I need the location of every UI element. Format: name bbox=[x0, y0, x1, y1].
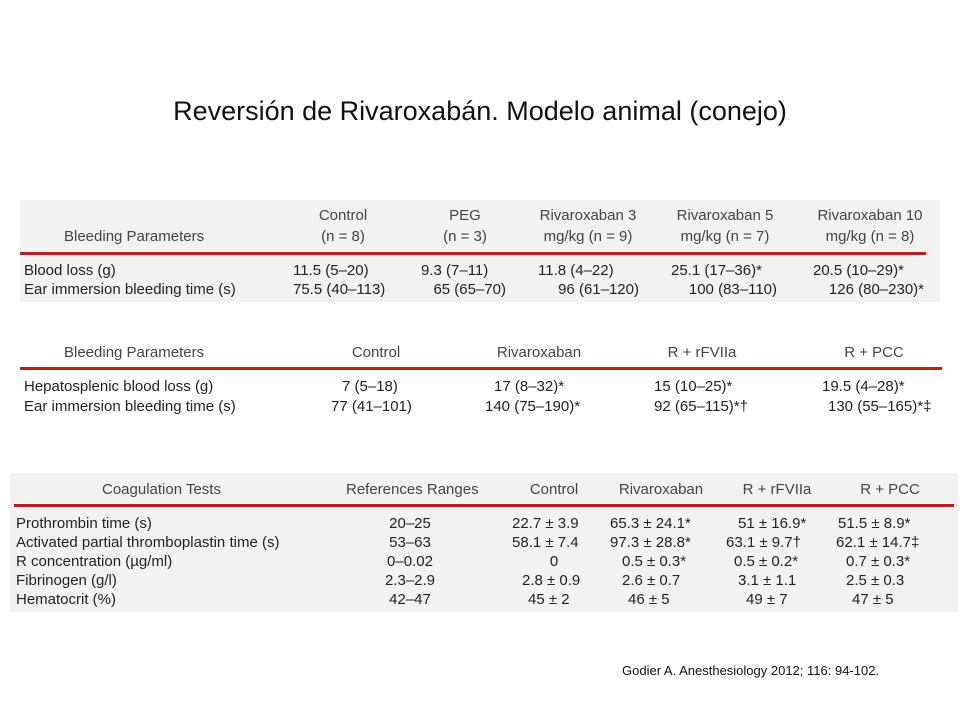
table3-row-label: Fibrinogen (g/l) bbox=[16, 572, 117, 589]
table3-cell: 2.5 ± 0.3 bbox=[846, 572, 905, 589]
table1-cell: 20.5 (10–29)* bbox=[813, 262, 904, 279]
table3-range: 42–47 bbox=[389, 591, 431, 608]
table3-header-tests: Coagulation Tests bbox=[102, 481, 221, 498]
table3-cell: 0.5 ± 0.3* bbox=[622, 553, 687, 570]
table3-cell: 3.1 ± 1.1 bbox=[738, 572, 797, 589]
table3-cell: 47 ± 5 bbox=[852, 591, 894, 608]
table1-cell: 100 (83–110) bbox=[688, 281, 777, 298]
table3-cell: 2.6 ± 0.7 bbox=[622, 572, 681, 589]
table1-col-header-line1: Control bbox=[318, 207, 368, 224]
table2-col-header: Control bbox=[351, 344, 401, 361]
table3-cell: 63.1 ± 9.7† bbox=[726, 534, 801, 551]
table3-row-label: Activated partial thromboplastin time (s) bbox=[16, 534, 280, 551]
table2-cell: 140 (75–190)* bbox=[485, 398, 581, 415]
table2-row-label: Ear immersion bleeding time (s) bbox=[24, 398, 236, 415]
table2-col-header: R + PCC bbox=[844, 344, 904, 361]
table2-header-rule bbox=[20, 367, 942, 370]
table2-header-params: Bleeding Parameters bbox=[64, 344, 205, 361]
table3-cell: 0.5 ± 0.2* bbox=[734, 553, 799, 570]
table3-cell: 45 ± 2 bbox=[528, 591, 570, 608]
table1-col-header-line1: PEG bbox=[449, 207, 481, 224]
table1-row-label: Ear immersion bleeding time (s) bbox=[24, 281, 236, 298]
table1-col-header-line2: mg/kg (n = 7) bbox=[680, 228, 770, 245]
table3-cell: 97.3 ± 28.8* bbox=[610, 534, 691, 551]
table1-cell: 25.1 (17–36)* bbox=[671, 262, 762, 279]
citation: Godier A. Anesthesiology 2012; 116: 94-102. bbox=[622, 663, 880, 678]
table1-col-header-line1: Rivaroxaban 3 bbox=[539, 207, 637, 224]
table3-cell: 2.8 ± 0.9 bbox=[522, 572, 581, 589]
table2-cell: 92 (65–115)*† bbox=[654, 398, 748, 415]
table3-range: 53–63 bbox=[389, 534, 431, 551]
table1-cell: 75.5 (40–113) bbox=[293, 281, 386, 298]
slide-title: Reversión de Rivaroxabán. Modelo animal (conejo) bbox=[173, 96, 787, 126]
table1-col-header-line2: (n = 8) bbox=[321, 228, 365, 245]
table3-header-rule bbox=[14, 504, 954, 507]
table1-col-header-line2: mg/kg (n = 9) bbox=[543, 228, 633, 245]
table3-col-header: R + rFVIIa bbox=[742, 481, 812, 498]
table2-cell: 77 (41–101) bbox=[331, 398, 412, 415]
table1-cell: 9.3 (7–11) bbox=[421, 262, 489, 279]
table3-cell: 51.5 ± 8.9* bbox=[838, 515, 911, 532]
table3-cell: 51 ± 16.9* bbox=[738, 515, 807, 532]
table3-row-label: R concentration (µg/ml) bbox=[16, 553, 173, 570]
table3-col-header: Rivaroxaban bbox=[618, 481, 704, 498]
table2-cell: 130 (55–165)*‡ bbox=[828, 398, 932, 415]
table1-header-params: Bleeding Parameters bbox=[64, 228, 205, 245]
table2-cell: 15 (10–25)* bbox=[654, 378, 733, 395]
table3-cell: 46 ± 5 bbox=[628, 591, 670, 608]
table1-cell: 11.5 (5–20) bbox=[293, 262, 369, 279]
table3-cell: 0.7 ± 0.3* bbox=[846, 553, 911, 570]
table3-header-ranges: References Ranges bbox=[346, 481, 479, 498]
table2-col-header: Rivaroxaban bbox=[496, 344, 582, 361]
table1-row-label: Blood loss (g) bbox=[24, 262, 116, 279]
table2-cell: 7 (5–18) bbox=[342, 378, 398, 395]
table3-cell: 58.1 ± 7.4 bbox=[512, 534, 579, 551]
table3-range: 0–0.02 bbox=[387, 553, 433, 570]
table3-col-header: Control bbox=[529, 481, 579, 498]
table2-row-label: Hepatosplenic blood loss (g) bbox=[24, 378, 214, 395]
table3-row-label: Hematocrit (%) bbox=[16, 591, 117, 608]
table1-cell: 11.8 (4–22) bbox=[538, 262, 614, 279]
table3-cell: 22.7 ± 3.9 bbox=[512, 515, 579, 532]
table2-cell: 19.5 (4–28)* bbox=[822, 378, 905, 395]
table1-header-rule bbox=[20, 252, 926, 255]
table1-col-header-line2: mg/kg (n = 8) bbox=[825, 228, 915, 245]
table2-col-header: R + rFVIIa bbox=[667, 344, 737, 361]
table1-col-header-line1: Rivaroxaban 10 bbox=[817, 207, 923, 224]
table3-cell: 0 bbox=[549, 553, 559, 570]
table2-cell: 17 (8–32)* bbox=[494, 378, 565, 395]
table1-col-header-line2: (n = 3) bbox=[443, 228, 487, 245]
table3-cell: 62.1 ± 14.7‡ bbox=[836, 534, 920, 551]
table3-col-header: R + PCC bbox=[860, 481, 920, 498]
table3-cell: 49 ± 7 bbox=[746, 591, 788, 608]
table3-range: 20–25 bbox=[389, 515, 431, 532]
table1-col-header-line1: Rivaroxaban 5 bbox=[676, 207, 774, 224]
table1-cell: 96 (61–120) bbox=[558, 281, 639, 298]
table1-cell: 126 (80–230)* bbox=[828, 281, 924, 298]
table3-range: 2.3–2.9 bbox=[384, 572, 436, 589]
table3-row-label: Prothrombin time (s) bbox=[16, 515, 152, 532]
table1-cell: 65 (65–70) bbox=[433, 281, 506, 298]
table3-cell: 65.3 ± 24.1* bbox=[610, 515, 691, 532]
